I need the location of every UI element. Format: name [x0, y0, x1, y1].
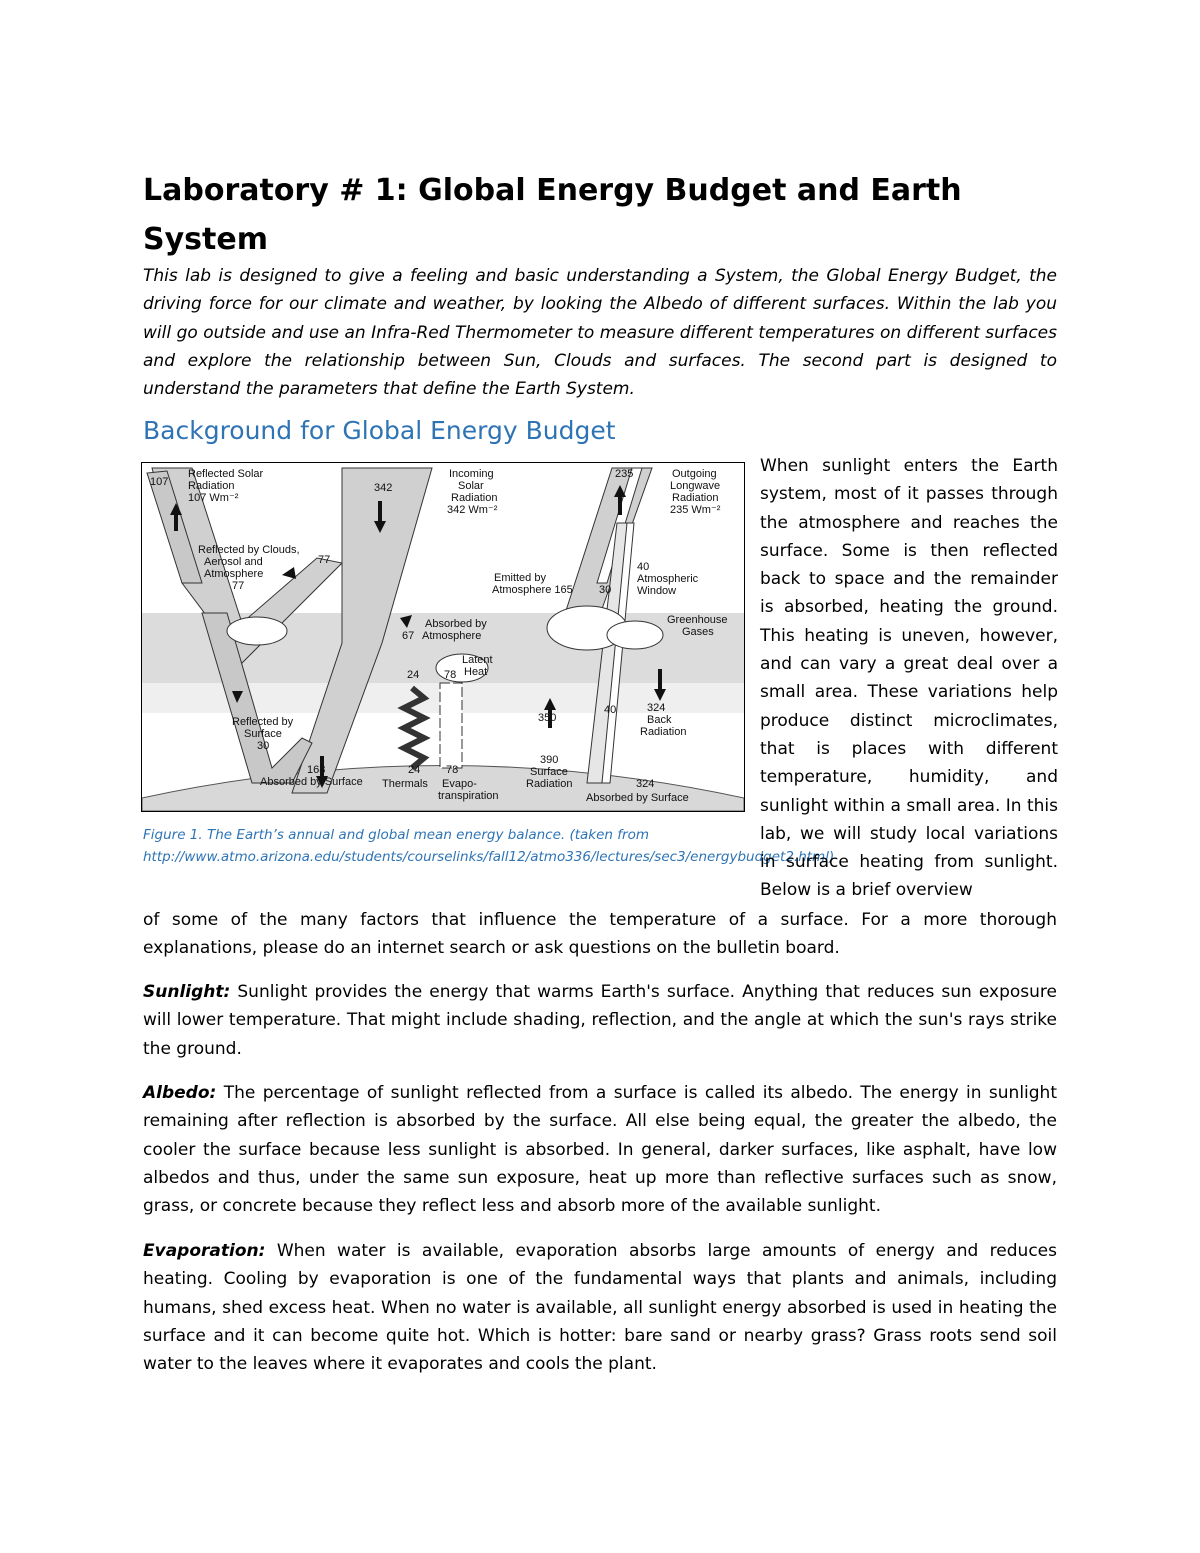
svg-text:342: 342	[374, 482, 393, 494]
label-outgoing-longwave: Outgoing	[672, 468, 717, 480]
svg-text:Radiation: Radiation	[526, 778, 573, 790]
svg-text:Radiation: Radiation	[451, 492, 498, 504]
evaporation-paragraph	[143, 1237, 1057, 1378]
svg-text:Atmosphere: Atmosphere	[204, 568, 264, 580]
label-atmospheric-window: Atmospheric	[637, 573, 699, 585]
continuation-paragraph: of some of the many factors that influence the temperature of a surface. For a more thorough explanations, please do an internet search or ask questions on the bulletin board.	[143, 910, 1057, 959]
svg-text:transpiration: transpiration	[438, 790, 499, 802]
svg-text:Absorbed by Surface: Absorbed by Surface	[586, 792, 689, 804]
label-evapotranspiration: Evapo-	[442, 778, 477, 790]
svg-text:Radiation: Radiation	[640, 726, 687, 738]
sunlight-text: Sunlight provides the energy that warms Earth's surface. Anything that reduces sun exposure will lower temperature. That might include shading, reflection, and the angle at which the sun's rays strike the ground.	[143, 982, 1057, 1059]
svg-text:77: 77	[232, 580, 245, 592]
svg-text:107 Wm⁻²: 107 Wm⁻²	[188, 492, 239, 504]
svg-text:Gases: Gases	[682, 626, 714, 638]
label-reflected-clouds: Reflected by Clouds,	[198, 544, 300, 556]
svg-text:Atmosphere: Atmosphere	[422, 630, 482, 642]
svg-text:390: 390	[540, 754, 559, 766]
label-back-radiation: 324	[647, 702, 666, 714]
svg-text:40: 40	[604, 704, 617, 716]
svg-text:Longwave: Longwave	[670, 480, 721, 492]
svg-text:Window: Window	[637, 585, 677, 597]
cloud-icon	[227, 617, 287, 645]
label-reflected-surface: Reflected by	[232, 716, 294, 728]
svg-text:78: 78	[444, 669, 457, 681]
svg-text:30: 30	[257, 740, 270, 752]
svg-text:67: 67	[402, 630, 415, 642]
svg-text:77: 77	[318, 554, 331, 566]
svg-text:Radiation: Radiation	[672, 492, 719, 504]
label-incoming-solar: Incoming	[449, 468, 494, 480]
svg-text:235: 235	[615, 468, 634, 480]
energy-balance-diagram	[142, 463, 744, 811]
svg-text:Radiation: Radiation	[188, 480, 235, 492]
svg-text:342 Wm⁻²: 342 Wm⁻²	[447, 504, 498, 516]
svg-text:Aerosol and: Aerosol and	[204, 556, 263, 568]
svg-text:24: 24	[407, 669, 420, 681]
label-latent-heat: Latent	[462, 654, 493, 666]
document-title: Laboratory # 1: Global Energy Budget and Earth System	[143, 173, 962, 257]
label-absorbed-atmosphere: Absorbed by	[425, 618, 487, 630]
svg-text:350: 350	[538, 712, 557, 724]
intro-paragraph: This lab is designed to give a feeling and basic understanding a System, the Global Energy Budget, the driving force for our climate and weather, by looking the Albedo of different surfaces. Within the lab you will go outside and use an Infra-Red Thermometer to measure different temperatures on different surfaces and explore the relationship between Sun, Clouds and surfaces. The second part is designed to understand the parameters that define the Earth System.	[143, 266, 1057, 400]
evapotranspiration-column	[440, 683, 462, 768]
albedo-paragraph	[143, 1079, 1057, 1220]
svg-text:324: 324	[636, 778, 655, 790]
label-reflected-solar: Reflected Solar	[188, 468, 264, 480]
svg-text:Heat: Heat	[464, 666, 488, 678]
svg-text:78: 78	[446, 764, 459, 776]
sunlight-paragraph	[143, 978, 1057, 1063]
energy-balance-figure	[141, 462, 745, 812]
svg-text:40: 40	[637, 561, 650, 573]
label-greenhouse-gases: Greenhouse	[667, 614, 728, 626]
svg-text:30: 30	[599, 584, 612, 596]
label-emitted-atmosphere: Emitted by	[494, 572, 546, 584]
cloud-icon	[607, 621, 663, 649]
label-surface-radiation: Surface	[530, 766, 568, 778]
albedo-text: The percentage of sunlight reflected from a surface is called its albedo. The energy in sunlight remaining after reflection is absorbed by the surface. All else being equal, the greater the albedo, the cooler the surface because less sunlight is absorbed. In general, darker surfaces, like asphalt, have low albedos and thus, under the same sun exposure, heat up more than reflective surfaces such as snow, grass, or concrete because they reflect less and absorb more of the available sunlight.	[143, 1083, 1057, 1217]
evaporation-text: When water is available, evaporation absorbs large amounts of energy and reduces heating. Cooling by evaporation is one of the fundamental ways that plants and animals, including humans, shed excess heat. When no water is available, all sunlight energy absorbed is used in heating the surface and it can become quite hot. Which is hotter: bare sand or nearby grass? Grass roots send soil water to the leaves where it evaporates and cools the plant.	[143, 1241, 1057, 1375]
svg-text:Atmosphere 165: Atmosphere 165	[492, 584, 573, 596]
section-heading: Background for Global Energy Budget	[143, 416, 616, 445]
figure-caption: Figure 1. The Earth’s annual and global mean energy balance. (taken from http://www.atmo.arizona.edu/students/courselinks/fall12/atmo336/lectures/sec3/energybudget2.html)	[143, 827, 835, 865]
evaporation-term: Evaporation:	[143, 1241, 266, 1261]
svg-text:24: 24	[408, 764, 421, 776]
svg-text:Back: Back	[647, 714, 672, 726]
albedo-term: Albedo:	[143, 1083, 217, 1103]
svg-text:Solar: Solar	[458, 480, 484, 492]
sunlight-term: Sunlight:	[143, 982, 231, 1002]
svg-text:168: 168	[307, 764, 326, 776]
side-paragraph: When sunlight enters the Earth system, most of it passes through the atmosphere and reaches the surface. Some is then reflected back to space and the remainder is absorbed, heating the ground. This heating is uneven, however, and can vary a great deal over a small area. These variations help produce distinct microclimates, that is places with different temperature, humidity, and sunlight within a small area. In this lab, we will study local variations in surface heating from sunlight. Below is a brief overview	[760, 456, 1058, 901]
svg-text:Surface: Surface	[244, 728, 282, 740]
svg-text:235 Wm⁻²: 235 Wm⁻²	[670, 504, 721, 516]
svg-text:107: 107	[150, 476, 169, 488]
label-absorbed-surface: Absorbed by Surface	[260, 776, 363, 788]
label-thermals: Thermals	[382, 778, 428, 790]
